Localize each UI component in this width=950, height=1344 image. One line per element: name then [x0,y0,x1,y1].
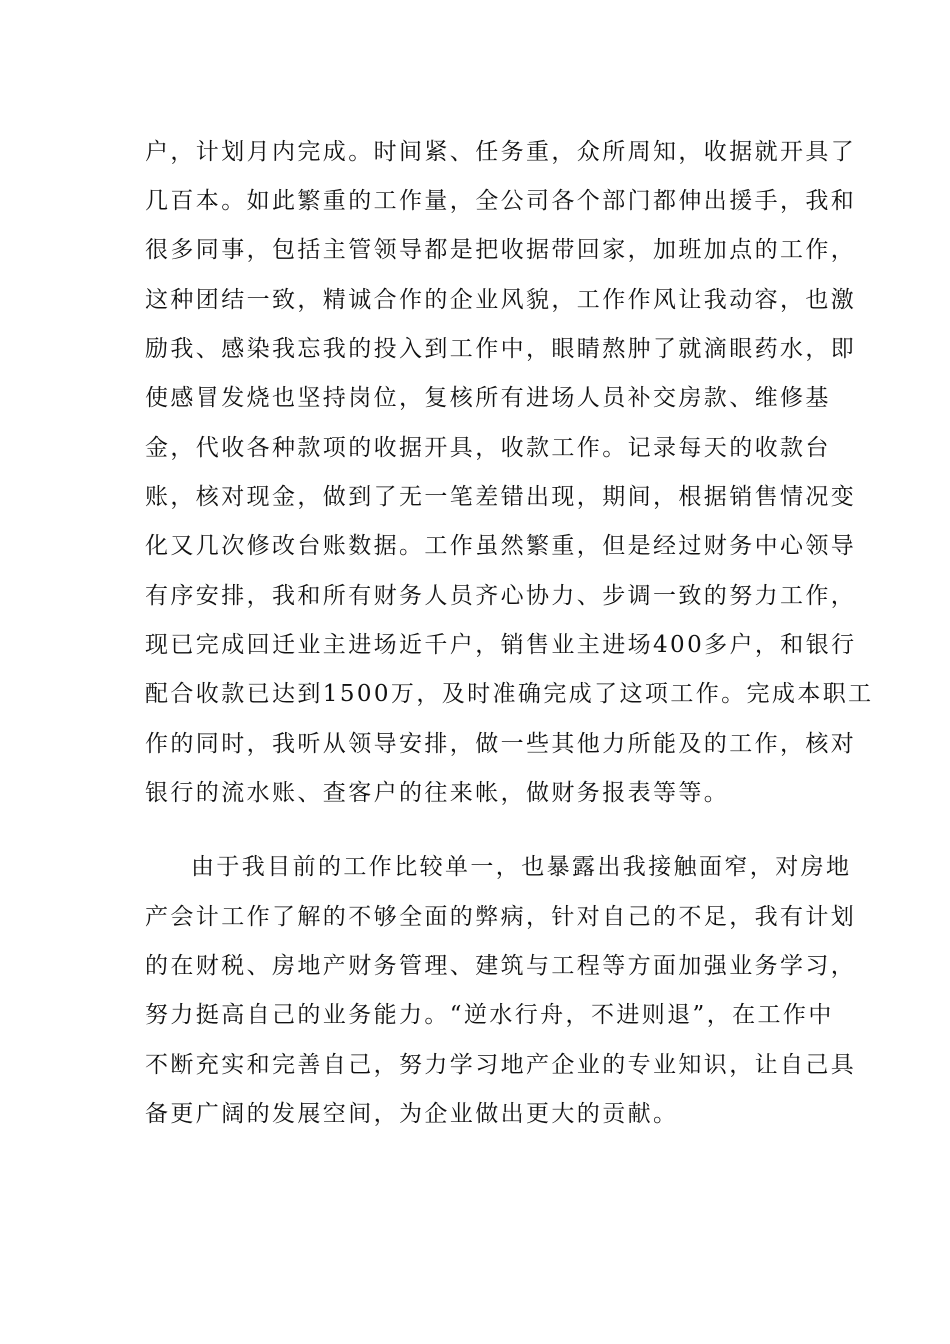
text-line: 户，计划月内完成。时间紧、任务重，众所周知，收据就开具了 [145,139,857,165]
text-line: 有序安排，我和所有财务人员齐心协力、步调一致的努力工作， [145,583,857,609]
text-line: 账，核对现金，做到了无一笔差错出现，期间，根据销售情况变 [145,484,857,510]
text-line: 由于我目前的工作比较单一，也暴露出我接触面窄，对房地 [191,854,852,880]
text-line: 作的同时，我听从领导安排，做一些其他力所能及的工作，核对 [145,731,857,757]
text-line: 的在财税、房地产财务管理、建筑与工程等方面加强业务学习， [145,953,857,979]
text-line: 银行的流水账、查客户的往来帐，做财务报表等等。 [145,780,730,806]
text-line: 励我、感染我忘我的投入到工作中，眼睛熬肿了就滴眼药水，即 [145,336,857,362]
text-line: 产会计工作了解的不够全面的弊病，针对自己的不足，我有计划 [145,904,857,930]
text-line: 这种团结一致，精诚合作的企业风貌，工作作风让我动容，也激 [145,287,857,313]
text-line: 很多同事，包括主管领导都是把收据带回家，加班加点的工作， [145,237,857,263]
text-line: 备更广阔的发展空间，为企业做出更大的贡献。 [145,1101,679,1127]
text-line: 配合收款已达到1500万，及时准确完成了这项工作。完成本职工 [145,681,874,707]
text-line: 金，代收各种款项的收据开具，收款工作。记录每天的收款台 [145,435,831,461]
text-line: 化又几次修改台账数据。工作虽然繁重，但是经过财务中心领导 [145,533,857,559]
text-line: 几百本。如此繁重的工作量，全公司各个部门都伸出援手，我和 [145,188,857,214]
text-line: 努力挺高自己的业务能力。“逆水行舟，不进则退”，在工作中 [145,1002,834,1028]
text-line: 现已完成回迁业主进场近千户，销售业主进场400多户，和银行 [145,632,857,658]
text-line: 不断充实和完善自己，努力学习地产企业的专业知识，让自己具 [145,1052,857,1078]
text-line: 使感冒发烧也坚持岗位，复核所有进场人员补交房款、维修基 [145,385,831,411]
